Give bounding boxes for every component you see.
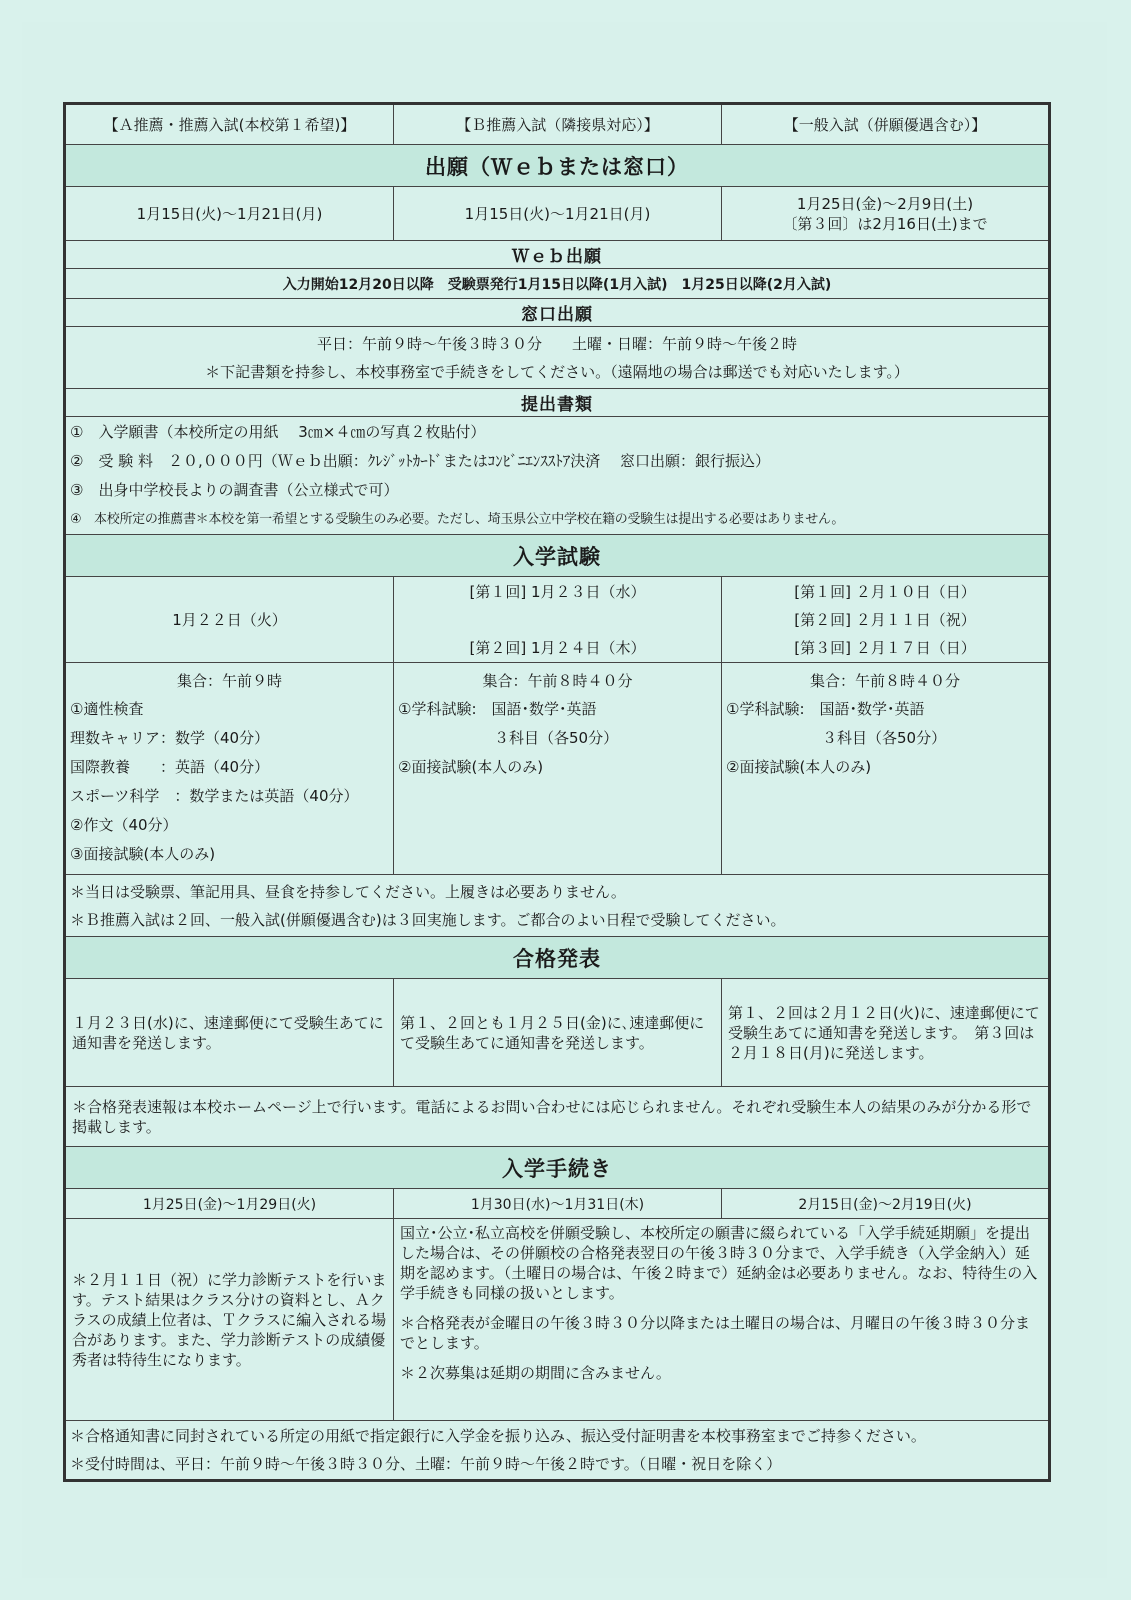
procedures-second-recruit-note: ＊２次募集は延期の期間に含みません。: [400, 1364, 671, 1382]
application-section-title: 出願（Ｗｅｂまたは窓口）: [66, 145, 1048, 187]
exam-date-general-second: [第２回] ２月１１日（祝）: [794, 611, 976, 629]
exam-date-b-first: [第１回] 1月２３日（水）: [469, 583, 646, 601]
procedure-date-a: 1月25日(金)～1月29日(火): [66, 1189, 394, 1218]
documents-title: 提出書類: [66, 389, 1048, 417]
procedure-note: ＊合格通知書に同封されている所定の用紙で指定銀行に入学金を振り込み、振込受付証明書を本校事務室までご持参ください。: [70, 1427, 926, 1445]
exam-date-a: 1月２２日（火）: [66, 577, 394, 662]
exam-dates-b: [394, 577, 722, 662]
exam-dates-general: [722, 577, 1048, 662]
exam-detail-line: ②面接試験(本人のみ): [726, 758, 872, 776]
application-date-general-third: 〔第３回〕は2月16日(土)まで: [782, 214, 988, 233]
procedures-friday-note: ＊合格発表が金曜日の午後３時３０分以降または土曜日の場合は、月曜日の午後３時３０分までとします。: [400, 1314, 1031, 1352]
window-hours: 平日：午前９時～午後３時３０分 土曜・日曜：午前９時～午後２時: [316, 334, 797, 353]
exam-date-general-first: [第１回] ２月１０日（日）: [794, 583, 976, 601]
exam-detail-line: ①適性検査: [70, 700, 144, 718]
exam-date-b-second: [第２回] 1月２４日（木）: [469, 639, 646, 657]
window-application-info: [66, 327, 1048, 389]
exam-detail-line: ３科目（各50分）: [494, 729, 619, 747]
web-application-title: Ｗｅｂ出願: [66, 241, 1048, 269]
exam-gather-a: 集合：午前９時: [176, 672, 282, 690]
document-item: ③ 出身中学校長よりの調査書（公立様式で可）: [70, 480, 399, 499]
window-note: ＊下記書類を持参し、本校事務室で手続きをしてください。（遠隔地の場合は郵送でも対応いたします。）: [205, 362, 909, 381]
document-item: ① 入学願書（本校所定の用紙 3㎝×４㎝の写真２枚貼付）: [70, 422, 486, 441]
exam-detail-line: ①学科試験: 国語･数学･英語: [726, 700, 925, 718]
procedures-details-row: [66, 1219, 1048, 1421]
category-header-row: [66, 105, 1048, 145]
application-date-general: [722, 187, 1048, 240]
procedures-left-note: ＊２月１１日（祝）に学力診断テストを行います。テスト結果はクラス分けの資料とし、Ａクラスの成績上位者は、Ｔクラスに編入される場合があります。また、学力診断テストの成績優秀者は特待生になります。: [66, 1219, 394, 1420]
procedures-dates-row: [66, 1189, 1048, 1219]
exam-detail-line: 理数キャリア：数学（40分）: [70, 729, 270, 747]
header-general-exam: 【一般入試（併願優遇含む）】: [783, 116, 987, 134]
exam-gather-b: 集合：午前８時４０分: [482, 672, 633, 690]
procedure-date-b: 1月30日(水)～1月31日(木): [394, 1189, 722, 1218]
exam-details-row: [66, 663, 1048, 875]
procedure-date-general: 2月15日(金)～2月19日(火): [798, 1196, 972, 1213]
results-a: １月２３日(水)に、速達郵便にて受験生あてに通知書を発送します。: [66, 979, 394, 1086]
exam-dates-row: [66, 577, 1048, 663]
procedures-deferral-text: 国立･公立･私立高校を併願受験し、本校所定の願書に綴られている「入学手続延期願」を提出した場合は、その併願校の合格発表翌日の午後３時３０分まで、入学手続き（入学金納入）延期を認めます。（土曜日の場合は、午後２時まで）延納金は必要ありません。なお、特待生の入学手続きも同様の扱いとします。: [400, 1224, 1038, 1302]
results-general: 第１、２回は２月１２日(火)に、速達郵便にて受験生あてに通知書を発送します。 第３回は２月１８日(月)に発送します。: [728, 1003, 1040, 1062]
application-date-a: 1月15日(火)～1月21日(月): [66, 187, 394, 240]
results-section-title: 合格発表: [66, 937, 1048, 979]
window-application-title: 窓口出願: [66, 299, 1048, 327]
exam-note: ＊Ｂ推薦入試は２回、一般入試(併願優遇含む)は３回実施します。ご都合のよい日程で受験してください。: [70, 910, 786, 929]
exam-gather-general: 集合：午前８時４０分: [809, 672, 960, 690]
header-b-recommendation: 【Ｂ推薦入試（隣接県対応）】: [394, 105, 722, 144]
exam-detail-line: ③面接試験(本人のみ): [70, 845, 216, 863]
exam-note: ＊当日は受験票、筆記用具、昼食を持参してください。上履きは必要ありません。: [70, 882, 626, 901]
admissions-table: [63, 102, 1051, 1482]
document-item: ② 受 験 料 ２０,０００円（Ｗｅｂ出願：ｸﾚｼﾞｯﾄｶｰﾄﾞまたはｺﾝﾋﾞﾆｴﾝｽｽﾄｱ決済 窓口出願：銀行振込）: [70, 451, 771, 470]
header-a-recommendation: 【Ａ推薦・推薦入試(本校第１希望)】: [66, 105, 394, 144]
exam-detail-line: ②面接試験(本人のみ): [398, 758, 544, 776]
exam-notes: [66, 875, 1048, 937]
application-date-general-main: 1月25日(金)～2月9日(土): [796, 194, 974, 213]
exam-date-general-third: [第３回] ２月１７日（日）: [794, 639, 976, 657]
application-dates-row: [66, 187, 1048, 241]
procedures-notes: [66, 1421, 1048, 1479]
procedures-right-text: [394, 1219, 1048, 1420]
application-date-b: 1月15日(火)～1月21日(月): [394, 187, 722, 240]
procedures-section-title: 入学手続き: [66, 1147, 1048, 1189]
exam-detail-line: ②作文（40分）: [70, 816, 178, 834]
procedure-note: ＊受付時間は、平日：午前９時～午後３時３０分、土曜：午前９時～午後２時です。（日曜・祝日を除く）: [70, 1455, 782, 1473]
results-b: 第１、２回とも１月２５日(金)に､速達郵便にて受験生あてに通知書を発送します。: [394, 979, 722, 1086]
exam-section-title: 入学試験: [66, 535, 1048, 577]
results-row: [66, 979, 1048, 1087]
web-application-text: 入力開始12月20日以降 受験票発行1月15日以降(1月入試) 1月25日以降(2月入試): [66, 269, 1048, 299]
exam-detail-line: ①学科試験: 国語･数学･英語: [398, 700, 597, 718]
documents-list: [66, 417, 1048, 535]
exam-details-a: [66, 663, 394, 874]
results-note: ＊合格発表速報は本校ホームページ上で行います。電話によるお問い合わせには応じられません。それぞれ受験生本人の結果のみが分かる形で掲載します。: [66, 1087, 1048, 1147]
exam-detail-line: スポーツ科学 ：数学または英語（40分）: [70, 787, 359, 805]
exam-details-general: [722, 663, 1048, 874]
document-item: ④ 本校所定の推薦書＊本校を第一希望とする受験生のみ必要。ただし、埼玉県公立中学校在籍の受験生は提出する必要はありません。: [70, 511, 845, 527]
exam-detail-line: ３科目（各50分）: [822, 729, 947, 747]
exam-detail-line: 国際教養 ：英語（40分）: [70, 758, 270, 776]
exam-details-b: [394, 663, 722, 874]
